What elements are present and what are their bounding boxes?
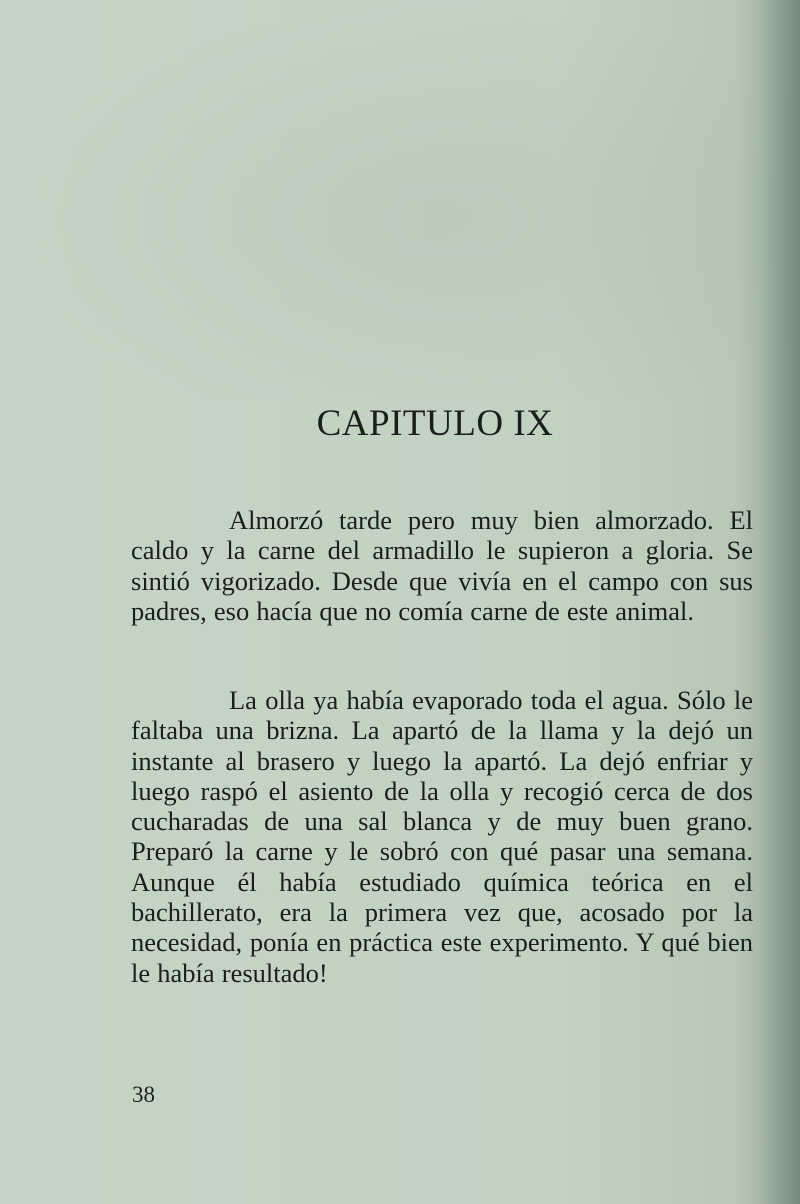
- page-edge-shadow: [760, 0, 800, 1204]
- paragraph-text: Almorzó tarde pero muy bien almorzado. El caldo y la carne del armadillo le supieron a gloria. Se sintió vigorizado. Desde que vivía en el campo con sus padres, eso hacía que no comía carne de este animal.: [131, 505, 753, 626]
- page-number: 38: [132, 1082, 155, 1107]
- chapter-title: CAPITULO IX: [316, 403, 554, 444]
- show-through-bleed: [0, 0, 800, 400]
- paragraph-1: [131, 505, 753, 626]
- paragraph-text: La olla ya había evaporado toda el agua. Sólo le faltaba una brizna. La apartó de la llama y la dejó un instante al brasero y luego la apartó. La dejó enfriar y luego raspó el asiento de la olla y recogió cerca de dos cucharadas de una sal blanca y de muy buen grano. Preparó la carne y le sobró con qué pasar una semana. Aunque él había estudiado química teórica en el bachillerato, era la primera vez que, acosado por la necesidad, ponía en práctica este experimento. Y qué bien le había resultado!: [131, 685, 753, 988]
- paragraph-2: [131, 685, 753, 988]
